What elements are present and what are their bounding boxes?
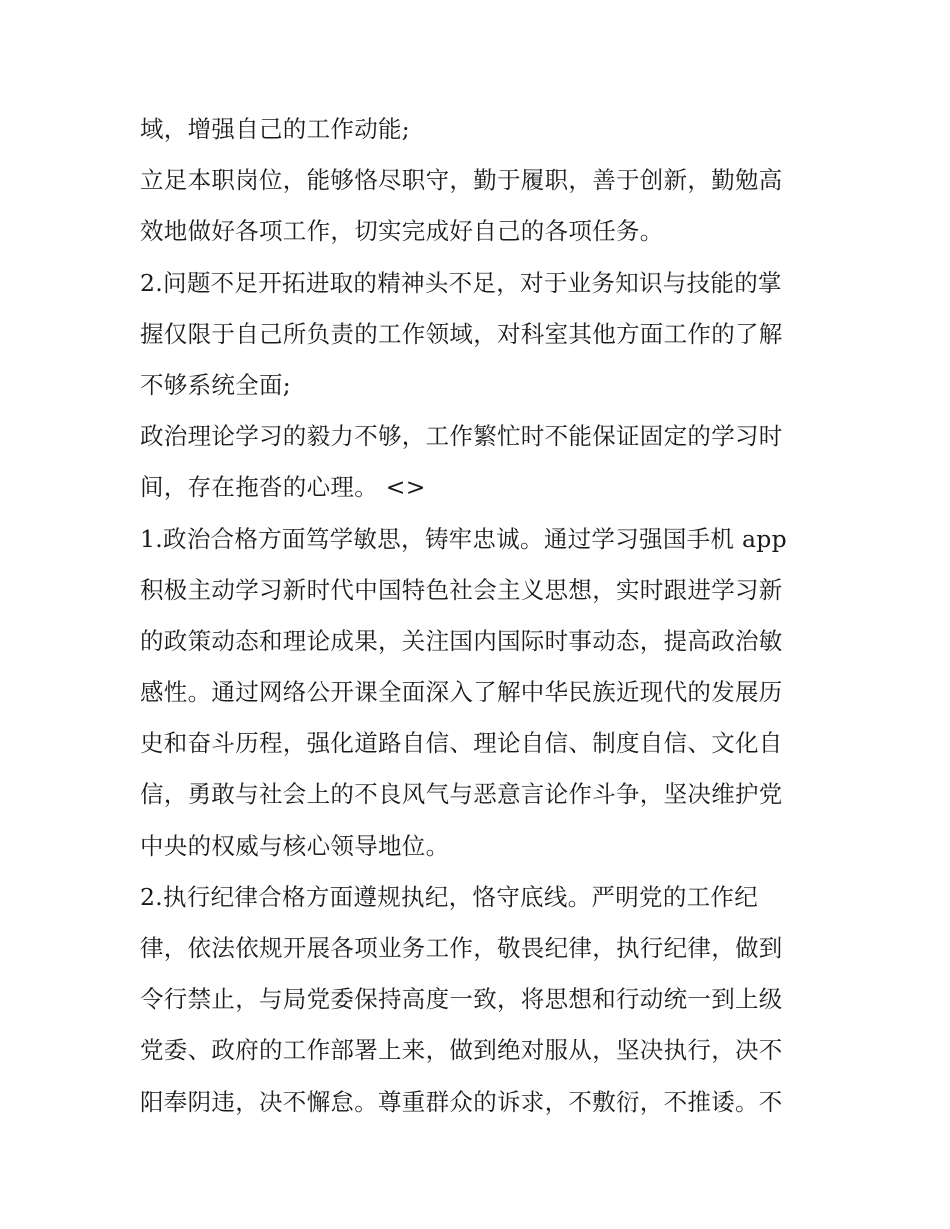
text-line: 令行禁止，与局党委保持高度一致，将思想和行动统一到上级 — [140, 985, 783, 1014]
text-line: 域，增强自己的工作动能; — [140, 115, 411, 143]
text-line: 的政策动态和理论成果，关注国内国际时事动态，提高政治敏 — [140, 626, 783, 655]
text-line: 积极主动学习新时代中国特色社会主义思想，实时跟进学习新 — [140, 575, 783, 604]
text-line: 信，勇敢与社会上的不良风气与恶意言论作斗争，坚决维护党 — [140, 780, 783, 809]
text-line: 不够系统全面; — [140, 370, 292, 399]
text-line: 立足本职岗位，能够恪尽职守，勤于履职，善于创新，勤勉高 — [140, 166, 783, 195]
text-line: 感性。通过网络公开课全面深入了解中华民族近现代的发展历 — [140, 678, 783, 707]
text-line: 政治理论学习的毅力不够，工作繁忙时不能保证固定的学习时 — [140, 422, 783, 451]
text-line: 中央的权威与核心领导地位。 — [140, 831, 450, 860]
text-line: 效地做好各项工作，切实完成好自己的各项任务。 — [140, 217, 664, 246]
text-line: 阳奉阴违，决不懈怠。尊重群众的诉求，不敷衍，不推诿。不 — [140, 1087, 783, 1116]
text-line: 2.执行纪律合格方面遵规执纪，恪守底线。严明党的工作纪 — [140, 882, 759, 911]
text-line: 2.问题不足开拓进取的精神头不足，对于业务知识与技能的掌 — [140, 268, 782, 297]
text-line: 党委、政府的工作部署上来，做到绝对服从，坚决执行，决不 — [140, 1036, 783, 1065]
text-line: 史和奋斗历程，强化道路自信、理论自信、制度自信、文化自 — [140, 729, 783, 758]
text-line: 握仅限于自己所负责的工作领域，对科室其他方面工作的了解 — [140, 319, 783, 348]
text-line: 间，存在拖沓的心理。 <> — [140, 473, 426, 502]
text-line: 1.政治合格方面笃学敏思，铸牢忠诚。通过学习强国手机 app — [140, 524, 787, 553]
text-line: 律，依法依规开展各项业务工作，敬畏纪律，执行纪律，做到 — [140, 934, 783, 962]
document-body — [140, 104, 820, 1128]
